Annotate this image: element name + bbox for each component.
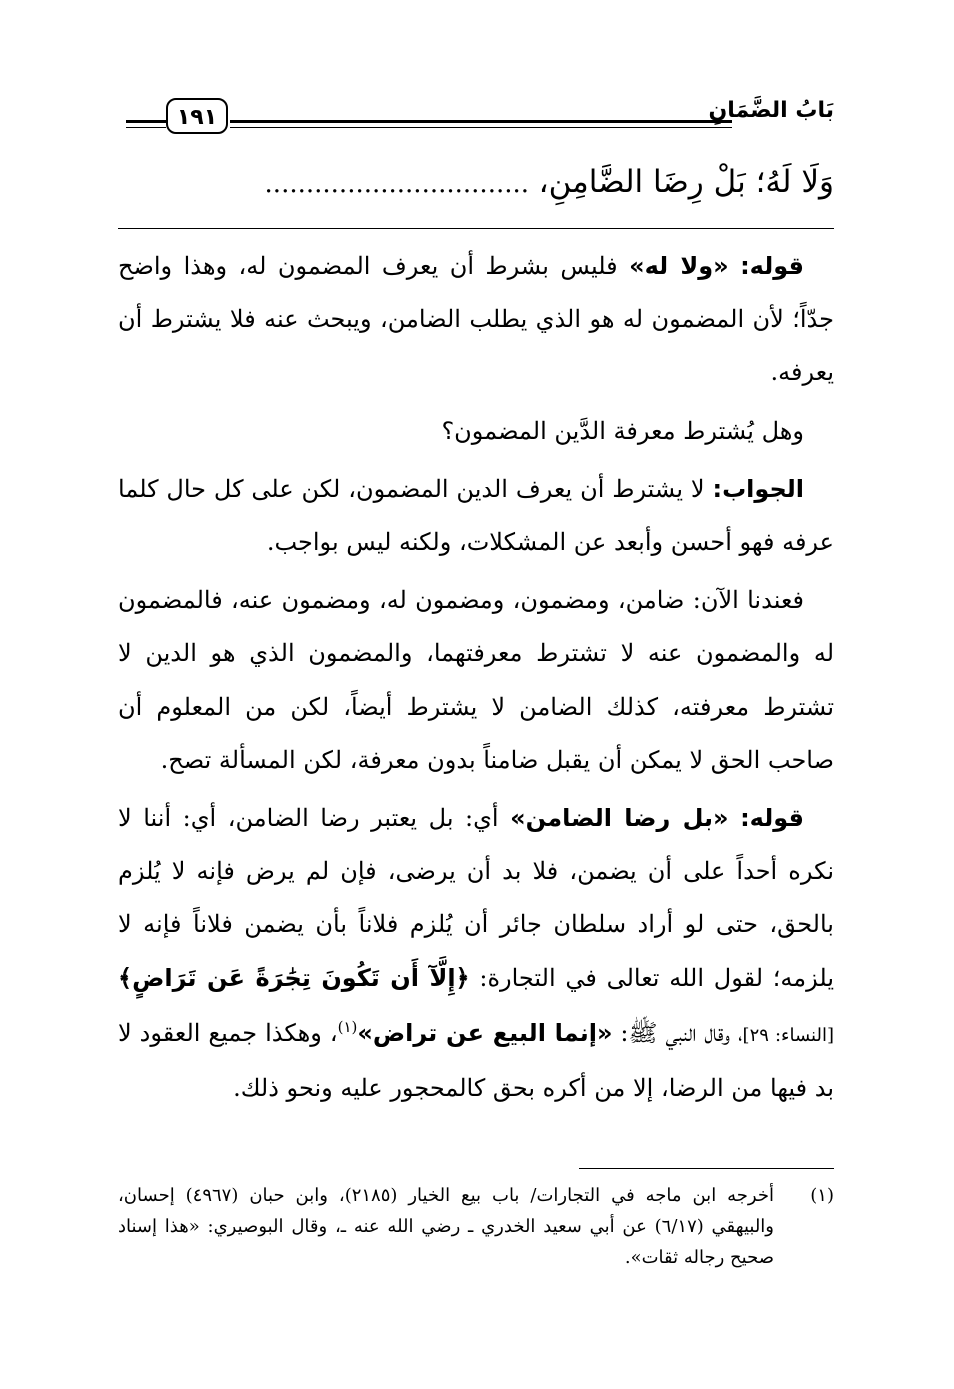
matn-text: وَلَا لَهُ؛ بَلْ رِضَا الضَّامِنِ، <box>538 164 834 200</box>
paragraph-text: ، وقال النبي ﷺ: <box>612 1018 743 1047</box>
paragraph-text: فليس بشرط أن يعرف المضمون له، وهذا واضح جدّاً؛ لأن المضمون له هو الذي يطلب الضامن، ويبحث عنه فلا يشترط أن يعرفه. <box>118 252 834 387</box>
quoted-term: «ولا له» <box>629 252 729 280</box>
paragraph <box>118 405 834 458</box>
paragraph-text: لا يشترط أن يعرف الدين المضمون، لكن على كل حال كلما عرفه فهو أحسن وأبعد عن المشكلات، ولكنه ليس بواجب. <box>118 474 834 557</box>
footnote-ref[interactable]: (١) <box>337 1017 358 1036</box>
chapter-title: بَابُ الضَّمَانِ <box>708 98 834 123</box>
paragraph-lead: قوله: <box>740 252 804 280</box>
paragraph <box>118 240 834 400</box>
paragraph-lead: قوله: <box>740 804 804 833</box>
quran-verse: ﴿إِلَّآ أَن تَكُونَ تِجَٰرَةً عَن تَرَاضٍ﴾ <box>118 963 470 992</box>
footnote-number: (١) <box>810 1185 834 1206</box>
commentary-body <box>118 240 834 1115</box>
page-header <box>118 96 834 136</box>
header-rule-short <box>126 120 166 128</box>
footnote-text: أخرجه ابن ماجه في التجارات/ باب بيع الخيار (٢١٨٥)، وابن حبان (٤٩٦٧) إحسان، والبيهقي (٦/١٧) عن أبي سعيد الخدري ـ رضي الله عنه ـ، وقال البوصيري: «هذا إسناد صحيح رجاله ثقات». <box>118 1185 774 1268</box>
footnote-divider <box>579 1168 834 1169</box>
verse-reference: [النساء: ٢٩] <box>742 1024 834 1046</box>
matn-line <box>118 152 834 214</box>
header-rule <box>230 120 732 128</box>
matn-divider <box>118 228 834 229</box>
paragraph <box>118 463 834 569</box>
paragraph-text: أي: بل يعتبر رضا الضامن، أي: أننا لا نكره أحداً على أن يضمن، فلا بد أن يرضى، فإن لم يرض فإنه لا يُلزم بالحق، حتى لو أراد سلطان جائر أن يُلزم فلاناً بأن يضمن فلاناً فإنه لا يلزمه؛ لقول الله تعالى في التجارة: <box>118 804 835 992</box>
footnote <box>118 1180 834 1273</box>
page-number: ١٩١ <box>166 98 228 134</box>
paragraph-text: ، وهكذا جميع العقود لا بد فيها من الرضا، إلا من أكره بحق كالمحجور عليه ونحو ذلك. <box>118 1018 834 1103</box>
paragraph <box>118 574 834 787</box>
paragraph-lead: الجواب: <box>712 474 804 503</box>
paragraph <box>118 792 834 1115</box>
hadith-quote: «إنما البيع عن تراض» <box>357 1018 613 1047</box>
matn-ellipsis: ................................ <box>264 169 530 199</box>
quoted-term: «بل رضا الضامن» <box>510 804 729 833</box>
paragraph-text: وهل يُشترط معرفة الدَّين المضمون؟ <box>441 416 804 445</box>
footnotes <box>118 1180 834 1273</box>
paragraph-text: فعندنا الآن: ضامن، ومضمون، ومضمون له، ومضمون عنه، فالمضمون له والمضمون عنه لا تشترط معرفتهما، والمضمون الذي هو الدين لا تشترط معرفته، كذلك الضامن لا يشترط أيضاً، لكن من المعلوم أن صاحب الحق لا يمكن أن يقبل ضامناً بدون معرفة، لكن المسألة تصح. <box>118 586 835 774</box>
